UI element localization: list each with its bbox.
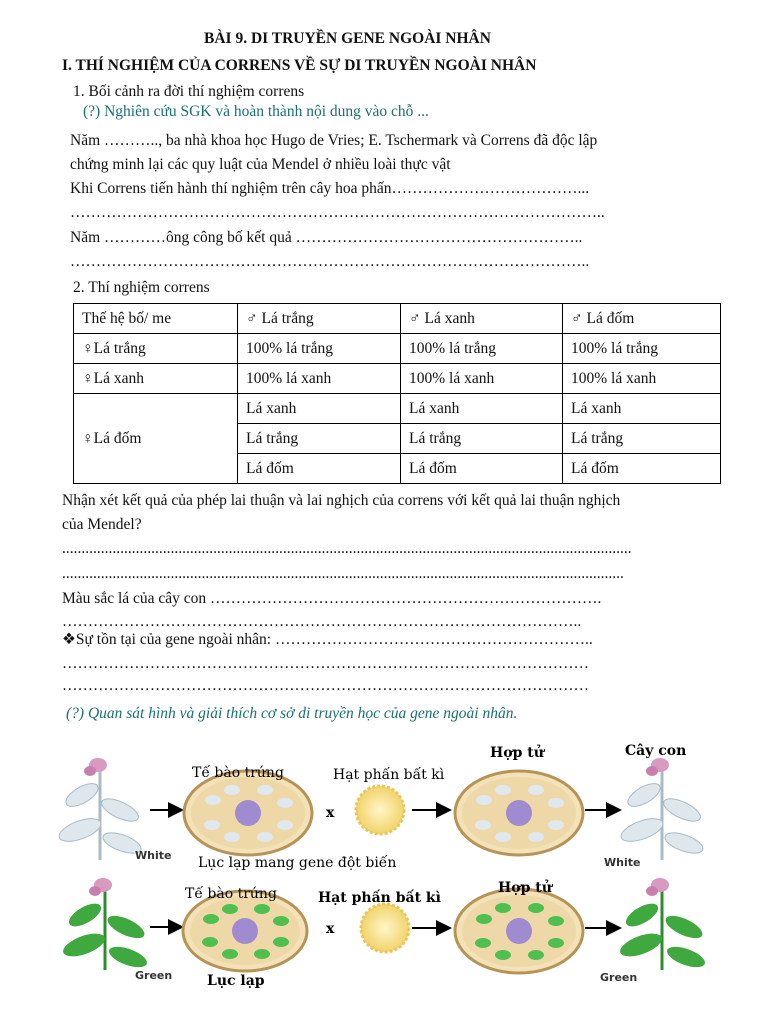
table-header-cell: Thế hệ bố/ me: [74, 304, 238, 334]
table-header-cell: ♂ Lá trắng: [238, 304, 401, 334]
table-cell: 100% lá trắng: [238, 334, 401, 364]
green-right-label: Green: [600, 971, 638, 984]
inheritance-figure: [0, 735, 768, 1024]
egg-cell-normal: [183, 891, 307, 971]
subsection-experiment: 2. Thí nghiệm correns: [73, 279, 210, 296]
table-cell: Lá đốm: [238, 454, 401, 484]
pollen-label-top: Hạt phấn bất kì: [333, 767, 445, 783]
zygote-label-bottom: Hợp tử: [498, 880, 552, 896]
table-cell: Lá đốm: [563, 454, 721, 484]
fill-line-publish: Năm …………ông công bố kết quả ………………………………………………..: [70, 229, 583, 246]
table-row: [74, 394, 721, 424]
instruction-observe: (?) Quan sát hình và giải thích cơ sở di truyền học của gene ngoài nhân.: [66, 705, 518, 722]
table-cell: ♀Lá đốm: [74, 394, 238, 484]
answer-dots: …………………………………………………………………………………………: [62, 677, 589, 694]
pollen-grain: [356, 786, 404, 834]
chloroplast-label: Lục lạp: [207, 973, 265, 989]
table-cell: 100% lá xanh: [563, 364, 721, 394]
cross-symbol: x: [326, 921, 335, 937]
pollen-grain: [361, 904, 409, 952]
green-plant-right: [617, 878, 707, 971]
correns-results-table: [73, 303, 721, 484]
green-plant-left: [60, 878, 149, 971]
fill-line-experiment: Khi Correns tiến hành thí nghiệm trên cây hoa phấn………………………………...: [70, 180, 590, 197]
fill-line-dots-2: ………………………………………………………………………………………..: [70, 253, 590, 270]
pollen-label-bottom: Hạt phấn bất kì: [318, 890, 441, 906]
section-heading: I. THÍ NGHIỆM CỦA CORRENS VỀ SỰ DI TRUYỀN NGOÀI NHÂN: [62, 57, 537, 74]
instruction-research: (?) Nghiên cứu SGK và hoàn thành nội dung vào chỗ ...: [83, 103, 429, 120]
table-cell: Lá trắng: [238, 424, 401, 454]
question-compare: Nhận xét kết quả của phép lai thuận và lai nghịch của correns với kết quả lai thuận nghịch: [62, 492, 621, 509]
fill-line-mendel: chứng minh lại các quy luật của Mendel ở nhiều loài thực vật: [70, 156, 451, 173]
table-row: [74, 334, 721, 364]
table-header-cell: ♂ Lá xanh: [401, 304, 563, 334]
table-cell: Lá trắng: [401, 424, 563, 454]
table-cell: Lá trắng: [563, 424, 721, 454]
egg-label-bottom: Tế bào trứng: [185, 886, 277, 902]
white-plant-left: [56, 758, 143, 860]
table-cell: Lá xanh: [401, 394, 563, 424]
zygote-mutant: [455, 771, 583, 855]
answer-dots: .................................................................................................................................................: [62, 565, 624, 582]
table-cell: 100% lá trắng: [401, 334, 563, 364]
answer-dots: …………………………………………………………………………………………: [62, 655, 589, 672]
subsection-context: 1. Bối cảnh ra đời thí nghiệm correns: [73, 83, 305, 100]
table-cell: 100% lá trắng: [563, 334, 721, 364]
leaf-color-line: Màu sắc lá của cây con ………………………………………………………………….: [62, 590, 602, 607]
existence-line: [62, 630, 593, 649]
egg-cell-mutant: [184, 771, 312, 855]
fill-line-dots: …………………………………………………………………………………………..: [70, 204, 605, 221]
offspring-label: Cây con: [625, 743, 687, 759]
table-cell: Lá xanh: [563, 394, 721, 424]
document-title: BÀI 9. DI TRUYỀN GENE NGOÀI NHÂN: [204, 30, 491, 47]
green-left-label: Green: [135, 969, 173, 982]
zygote-normal: [455, 889, 583, 973]
answer-dots: ………………………………………………………………………………………..: [62, 613, 582, 630]
existence-label: Sự tồn tại của gene ngoài nhân: ……………………………………………………..: [75, 631, 593, 648]
cross-symbol: x: [326, 805, 335, 821]
zygote-label-top: Hợp tử: [490, 745, 544, 761]
question-compare-cont: của Mendel?: [62, 516, 142, 533]
white-plant-right: [618, 758, 705, 860]
table-cell: Lá đốm: [401, 454, 563, 484]
table-cell: ♀Lá xanh: [74, 364, 238, 394]
white-right-label: White: [604, 856, 641, 869]
fill-line-year: Năm ……….., ba nhà khoa học Hugo de Vries; E. Tschermark và Correns đã độc lập: [70, 132, 598, 149]
table-header-cell: ♂ Lá đốm: [563, 304, 721, 334]
table-cell: ♀Lá trắng: [74, 334, 238, 364]
diamond-bullet-icon: ❖: [62, 631, 76, 648]
answer-dots: ...................................................................................................................................................: [62, 540, 632, 557]
white-left-label: White: [135, 849, 172, 862]
table-cell: Lá xanh: [238, 394, 401, 424]
table-cell: 100% lá xanh: [238, 364, 401, 394]
mutant-chloroplast-label: Lục lạp mang gene đột biến: [198, 855, 397, 871]
egg-label-top: Tế bào trứng: [192, 765, 284, 781]
table-cell: 100% lá xanh: [401, 364, 563, 394]
table-header-row: [74, 304, 721, 334]
table-row: [74, 364, 721, 394]
